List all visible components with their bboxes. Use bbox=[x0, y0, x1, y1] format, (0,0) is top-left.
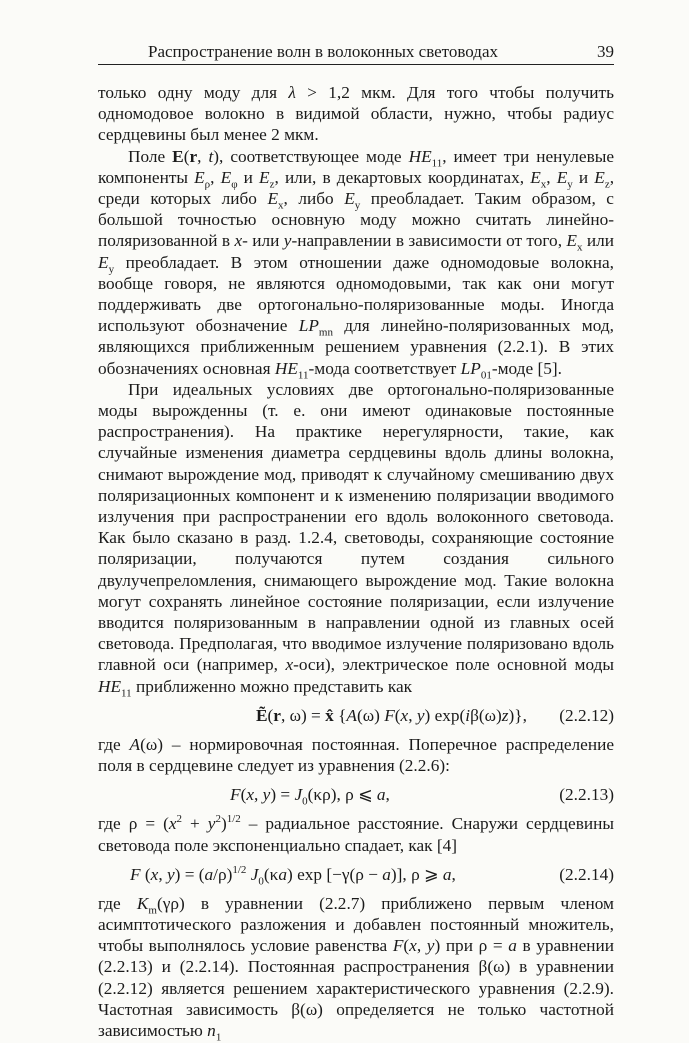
equation-2-2-13 bbox=[98, 784, 614, 806]
page-header bbox=[98, 42, 614, 65]
equation-formula: F(x, $y) = J_0(\kappa\rho)$, ρ ⩽ a, bbox=[230, 785, 390, 808]
running-title: Распространение волн в волоконных световодах bbox=[148, 42, 498, 61]
equation-number: (2.2.13) bbox=[559, 785, 614, 805]
page-number: 39 bbox=[597, 42, 614, 61]
equation-number: (2.2.12) bbox=[559, 705, 614, 725]
equation-formula: Ẽ(r, ω) = x̂ {A(ω) F(x, y) exp(iβ(ω)z)}, bbox=[256, 705, 527, 725]
equation-2-2-14 bbox=[98, 864, 614, 886]
paragraph: Поле E(r, t), соответствующее моде $HE_{11}$, имеет три ненулевые компоненты $E_\rho$, $E_\varphi$ и $E_z$, или, в декартовых координатах, $E_x$, $E_y$ и $E_z$, среди которых либо $E_x$, либо $E_y$ преобладает. Таким образом, с большой точностью основную моду можно считать линейно-поляризованной в x- или y-направлении в зависимости от того, $E_x$ или $E_y$ преобладает. В этом отношении даже одномодовые волокна, вообще говоря, не являются одномодовыми, так как они могут поддерживать две ортогонально-поляризованные моды. Иногда используют обозначение $LP_{mn}$ для линейно-поляризованных мод, являющихся приближенным решением уравнения (2.2.1). В этих обозначениях основная $HE_{11}$-мода соответствует $LP_{01}$-моде [5]. bbox=[98, 146, 615, 382]
paragraph: где $K_m(\gamma\rho)$ в уравнении (2.2.7) приближено первым членом асимптотического разложения и добавлен постоянный множитель, чтобы выполнялось условие равенства F(x, y) при ρ = a в уравнении (2.2.13) и (2.2.14). Постоянная распространения β(ω) в уравнении (2.2.12) является решением характеристического уравнения (2.2.9). Частотная зависимость β(ω) определяется не только частотной зависимостью $n_1$ bbox=[98, 893, 615, 1043]
paragraph: При идеальных условиях две ортогонально-поляризованные моды вырожденны (т. е. они имеют одинаковые постоянные распространения). На практике нерегулярности, такие, как случайные изменения диаметра сердцевины вдоль длины волокна, снимают вырождение мод, приводят к случайному смешиванию двух поляризационных компонент и к изменению поляризации вводимого излучения при распространении его вдоль волоконного световода. Как было сказано в разд. 1.2.4, световоды, сохраняющие состояние поляризации, получаются путем создания сильного двулучепреломления, снимающего вырождение мод. Такие волокна могут сохранять линейное состояние поляризации, если излучение вводится поляризованным в направлении одной из главных осей световода. Предполагая, что вводимое излучение поляризовано вдоль главной оси (например, x-оси), электрическое поле основной моды $HE_{11}$ приближенно можно представить как bbox=[98, 379, 614, 700]
paragraph: где A(ω) – нормировочная постоянная. Поперечное распределение поля в сердцевине следует из уравнения (2.2.6): bbox=[98, 734, 615, 776]
equation-formula: F (x, $y) = (a/\rho)^{1/2}$ $J_0(\kappa a)$ exp [−γ(ρ − a)], ρ ⩾ a, bbox=[130, 863, 456, 888]
paragraph: где $\rho = (x^2 + y^2)^{1/2}$ – радиальное расстояние. Снаружи сердцевины световода поле экспоненциально спадает, как [4] bbox=[98, 813, 614, 855]
paragraph: только одну моду для λ > 1,2 мкм. Для того чтобы получить одномодовое волокно в видимой области, нужно, чтобы радиус сердцевины был менее 2 мкм. bbox=[98, 83, 614, 145]
equation-2-2-12 bbox=[98, 705, 614, 727]
body-text bbox=[98, 82, 614, 1041]
equation-number: (2.2.14) bbox=[559, 864, 614, 884]
